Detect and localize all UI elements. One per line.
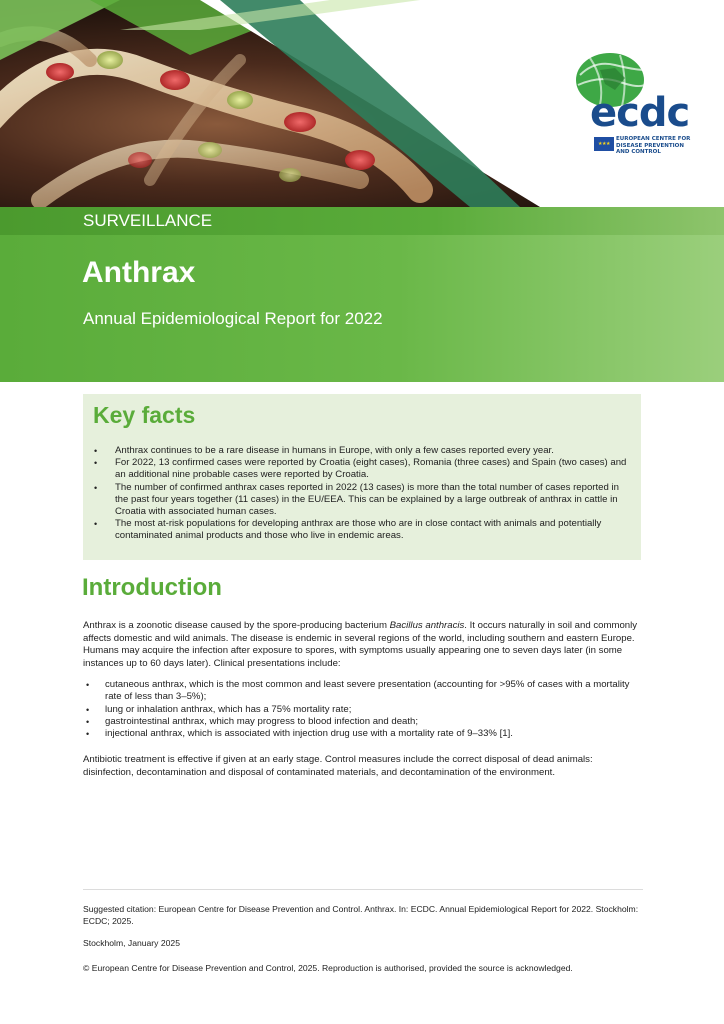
list-item: • lung or inhalation anthrax, which has a 75% mortality rate; [83,704,643,716]
key-facts-heading: Key facts [93,402,196,428]
list-item: • For 2022, 13 confirmed cases were reported by Croatia (eight cases), Romania (three cases) and Spain (two cases) and an additional nine probable cases were reported by Croatia. [91,457,631,481]
copyright-notice: © European Centre for Disease Prevention and Control, 2025. Reproduction is authorised, provided the source is acknowledged. [83,963,573,973]
key-facts-list [91,445,631,543]
list-item: • The most at-risk populations for developing anthrax are those who are in close contact with animals and potentially contaminated animal products and those who live in endemic areas. [91,518,631,542]
key-facts-box [83,394,641,560]
introduction-paragraph: Anthrax is a zoonotic disease caused by the spore-producing bacterium Bacillus anthracis. It occurs naturally in soil and commonly affects domestic and wild animals. The disease is endemic in several regions of the world, including southern and eastern Europe. Humans may acquire the infection after exposure to spores, with symptoms usually appearing one to seven days later (in some instances up to 60 days later). Clinical presentations include: [83,620,638,669]
suggested-citation: Suggested citation: European Centre for Disease Prevention and Control. Anthrax. In: ECDC. Annual Epidemiological Report for 2022. Stockholm: ECDC; 2025. [83,904,639,926]
list-item: • cutaneous anthrax, which is the most common and least severe presentation (accounting for >95% of cases with a mortality rate of less than 3–5%); [83,679,643,704]
list-item: • Anthrax continues to be a rare disease in humans in Europe, with only a few cases reported every year. [91,445,631,457]
footer-divider [83,889,643,890]
page-subtitle: Annual Epidemiological Report for 2022 [83,309,383,328]
ecdc-logo[interactable] [560,50,690,160]
eu-flag-icon: ★★★ [594,137,614,151]
page-title: Anthrax [82,256,196,289]
introduction-heading: Introduction [82,574,222,601]
section-label: SURVEILLANCE [83,211,213,230]
list-item: • injectional anthrax, which is associated with injection drug use with a mortality rate of 9–33% [1]. [83,728,643,740]
logo-org-name: EUROPEAN CENTRE FOR DISEASE PREVENTION AND CONTROL [616,136,691,155]
cover-image [0,0,724,207]
logo-wordmark: ecdc [590,90,690,136]
treatment-paragraph: Antibiotic treatment is effective if given at an early stage. Control measures include the correct disposal of dead animals: disinfection, decontamination and disposal of contaminated materials, and decontamination of the environment. [83,754,593,778]
place-date: Stockholm, January 2025 [83,938,180,948]
clinical-presentations-list [83,679,643,740]
list-item: • The number of confirmed anthrax cases reported in 2022 (13 cases) is more than the total number of cases reported in the past four years together (11 cases) in the EU/EEA. This can be explained by a large outbreak of anthrax in cattle in Croatia with associated human cases. [91,482,631,519]
species-name: Bacillus anthracis [389,620,465,631]
list-item: • gastrointestinal anthrax, which may progress to blood infection and death; [83,716,643,728]
